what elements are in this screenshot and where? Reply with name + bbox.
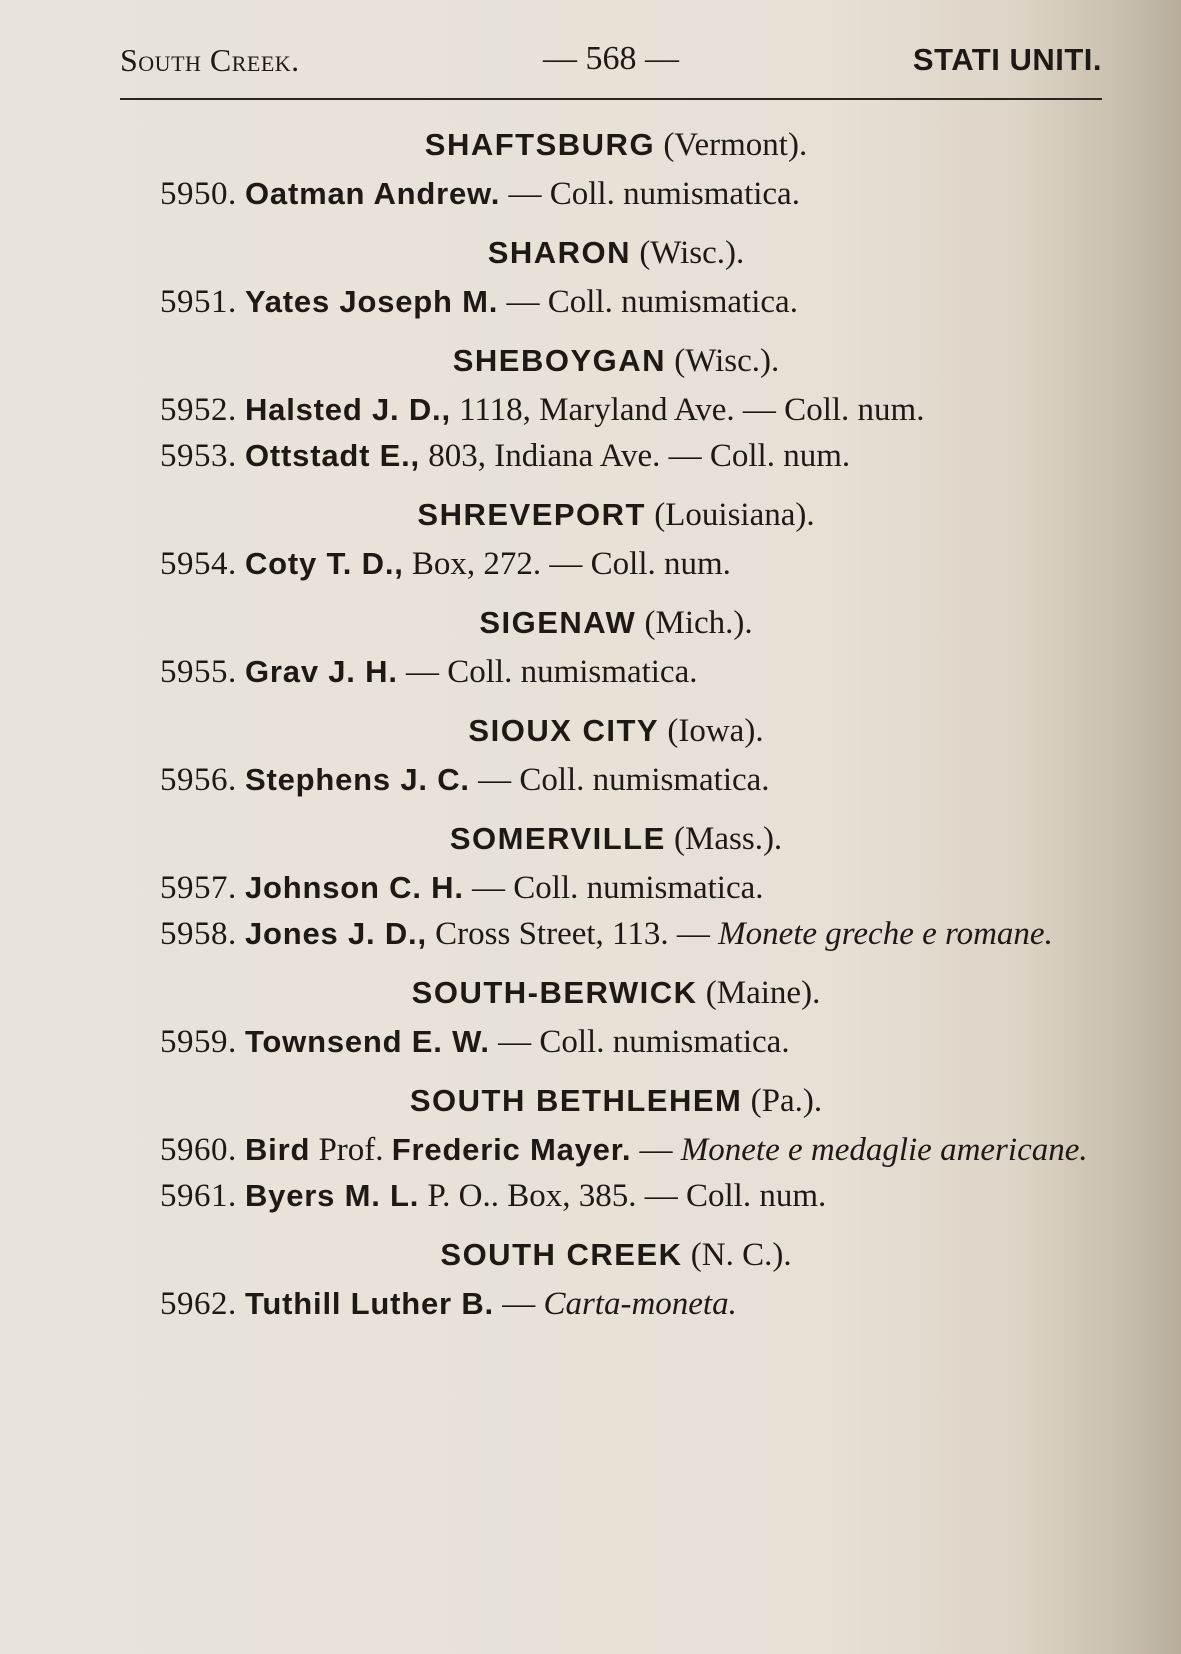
place-name: SOUTH-BERWICK bbox=[411, 975, 698, 1010]
place-heading bbox=[120, 708, 1112, 754]
entry-number: 5958. bbox=[160, 916, 237, 952]
place-region: (Wisc.). bbox=[639, 235, 745, 271]
entry-number: 5959. bbox=[160, 1024, 237, 1060]
place-section bbox=[120, 1078, 1112, 1214]
running-header bbox=[120, 40, 1102, 100]
place-section bbox=[120, 816, 1112, 952]
directory-entry bbox=[120, 1286, 1112, 1322]
entry-name: Johnson C. H. bbox=[245, 870, 464, 905]
entry-number: 5960. bbox=[160, 1132, 237, 1168]
directory-entry bbox=[120, 392, 1112, 428]
place-region: (Wisc.). bbox=[674, 343, 780, 379]
entry-details: P. O.. Box, 385. — Coll. num. bbox=[419, 1178, 827, 1214]
entry-name: Halsted J. D., bbox=[245, 392, 451, 427]
directory-entry bbox=[120, 1178, 1112, 1214]
directory-entry bbox=[120, 1132, 1112, 1168]
place-name: SHAFTSBURG bbox=[424, 127, 656, 162]
directory-entry bbox=[120, 176, 1112, 212]
entry-details: Box, 272. — Coll. num. bbox=[403, 546, 731, 582]
entry-details: — Coll. numismatica. bbox=[463, 870, 764, 906]
place-heading bbox=[120, 338, 1112, 384]
place-section bbox=[120, 970, 1112, 1060]
directory-entry bbox=[120, 654, 1112, 690]
entry-details: 1118, Maryland Ave. — Coll. num. bbox=[450, 392, 925, 428]
page-number: — 568 — bbox=[543, 40, 679, 77]
directory-entry bbox=[120, 438, 1112, 474]
directory-entry bbox=[120, 762, 1112, 798]
entry-description-italic: Carta-moneta. bbox=[543, 1286, 737, 1322]
place-section bbox=[120, 122, 1112, 212]
place-name: SHEBOYGAN bbox=[452, 343, 667, 378]
place-heading bbox=[120, 230, 1112, 276]
entry-name: Tuthill Luther B. bbox=[245, 1286, 494, 1321]
entry-number: 5954. bbox=[160, 546, 237, 582]
place-name: SIGENAW bbox=[479, 605, 637, 640]
directory-entry bbox=[120, 870, 1112, 906]
directory-listing bbox=[120, 112, 1112, 1332]
entry-number: 5955. bbox=[160, 654, 237, 690]
entry-details: — Coll. numismatica. bbox=[498, 284, 798, 320]
place-section bbox=[120, 708, 1112, 798]
place-name: SOMERVILLE bbox=[449, 821, 666, 856]
entry-name: Townsend E. W. bbox=[245, 1024, 490, 1059]
directory-entry bbox=[120, 916, 1112, 952]
entry-name: Byers M. L. bbox=[245, 1178, 420, 1213]
directory-entry bbox=[120, 1024, 1112, 1060]
place-name: SHARON bbox=[487, 235, 632, 270]
entry-name: Stephens J. C. bbox=[245, 762, 470, 797]
entry-number: 5950. bbox=[160, 176, 237, 212]
place-section bbox=[120, 230, 1112, 320]
place-name: SIOUX CITY bbox=[468, 713, 660, 748]
place-section bbox=[120, 492, 1112, 582]
entry-details: — Coll. numismatica. bbox=[469, 762, 770, 798]
place-name: SOUTH BETHLEHEM bbox=[409, 1083, 743, 1118]
place-heading bbox=[120, 970, 1112, 1016]
entry-details: — bbox=[493, 1286, 544, 1322]
entry-details: Cross Street, 113. — bbox=[426, 916, 719, 952]
place-region: (Pa.). bbox=[750, 1083, 823, 1119]
entry-name: Yates Joseph M. bbox=[245, 284, 499, 319]
entry-description-italic: Monete e medaglie americane. bbox=[680, 1132, 1088, 1168]
place-heading bbox=[120, 1232, 1112, 1278]
header-section-title: South Creek. bbox=[120, 42, 300, 78]
entry-name: Coty T. D., bbox=[245, 546, 404, 581]
place-heading bbox=[120, 492, 1112, 538]
entry-details: — Coll. numismatica. bbox=[500, 176, 800, 212]
entry-number: 5956. bbox=[160, 762, 237, 798]
entry-number: 5952. bbox=[160, 392, 237, 428]
entry-name-continued: Frederic Mayer. bbox=[391, 1132, 632, 1167]
entry-details: 803, Indiana Ave. — Coll. num. bbox=[419, 438, 851, 474]
place-section bbox=[120, 600, 1112, 690]
place-name: SHREVEPORT bbox=[417, 497, 646, 532]
entry-description-italic: Monete greche e romane. bbox=[718, 916, 1053, 952]
entry-name: Oatman Andrew. bbox=[245, 176, 501, 211]
entry-name: Bird bbox=[245, 1132, 311, 1167]
entry-number: 5951. bbox=[160, 284, 237, 320]
entry-details-continued: — bbox=[631, 1132, 681, 1168]
place-name: SOUTH CREEK bbox=[440, 1237, 683, 1272]
place-heading bbox=[120, 600, 1112, 646]
place-section bbox=[120, 1232, 1112, 1322]
place-region: (Louisiana). bbox=[654, 497, 815, 533]
place-region: (N. C.). bbox=[690, 1237, 792, 1273]
entry-name: Jones J. D., bbox=[245, 916, 427, 951]
place-region: (Mass.). bbox=[674, 821, 783, 857]
entry-name: Ottstadt E., bbox=[245, 438, 420, 473]
place-heading bbox=[120, 122, 1112, 168]
place-region: (Mich.). bbox=[644, 605, 753, 641]
place-heading bbox=[120, 816, 1112, 862]
entry-details: — Coll. numismatica. bbox=[397, 654, 698, 690]
entry-details: — Coll. numismatica. bbox=[489, 1024, 790, 1060]
place-region: (Maine). bbox=[705, 975, 821, 1011]
directory-entry bbox=[120, 284, 1112, 320]
header-country: STATI UNITI. bbox=[912, 42, 1102, 77]
place-region: (Vermont). bbox=[663, 127, 808, 163]
entry-number: 5953. bbox=[160, 438, 237, 474]
entry-number: 5957. bbox=[160, 870, 237, 906]
entry-name: Grav J. H. bbox=[245, 654, 398, 689]
entry-details: Prof. bbox=[310, 1132, 392, 1168]
place-heading bbox=[120, 1078, 1112, 1124]
place-region: (Iowa). bbox=[667, 713, 764, 749]
place-section bbox=[120, 338, 1112, 474]
entry-number: 5962. bbox=[160, 1286, 237, 1322]
directory-entry bbox=[120, 546, 1112, 582]
entry-number: 5961. bbox=[160, 1178, 237, 1214]
